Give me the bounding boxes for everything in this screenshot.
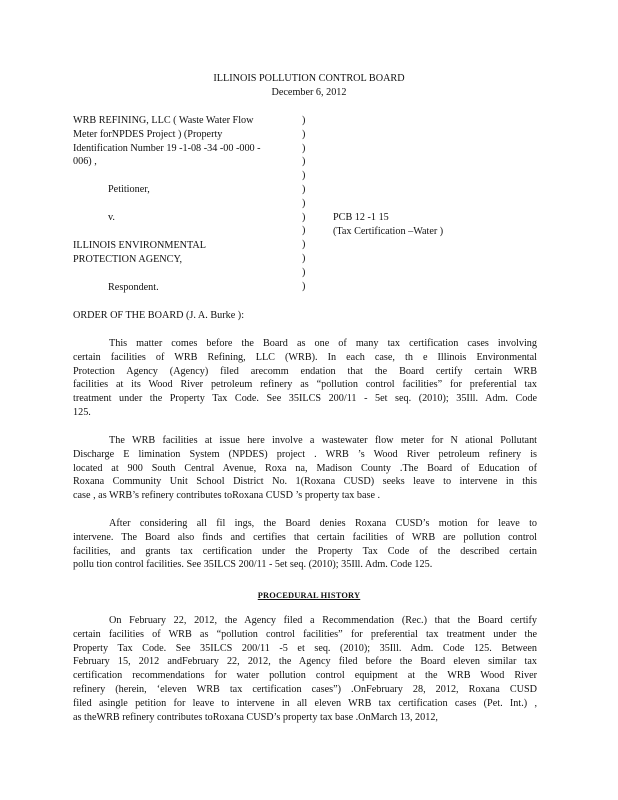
case-type: (Tax Certification –Water ) — [333, 226, 444, 237]
caption-parentheses — [302, 114, 312, 293]
body-paragraph — [73, 517, 537, 572]
paren: ) — [302, 280, 306, 292]
paren: ) — [302, 252, 306, 264]
petitioner-line: Meter forNPDES Project ) (Property — [73, 128, 223, 140]
section-heading-procedural-history: PROCEDURAL HISTORY — [257, 591, 361, 600]
paren: ) — [302, 156, 306, 168]
paren: ) — [302, 211, 306, 223]
paren: ) — [302, 142, 306, 154]
paragraph-line: 125. — [73, 406, 91, 418]
paragraph-line: Protection Agency (Agency) filed arecomm endation that the Board certify certain WRB — [73, 365, 537, 377]
respondent-role: Respondent. — [108, 282, 159, 293]
respondent-line: ILLINOIS ENVIRONMENTAL — [73, 240, 207, 251]
respondent-line: PROTECTION AGENCY, — [73, 254, 183, 265]
paragraph-line: certification recommendations for water pollution control equipment at the WRB Wood River — [73, 670, 537, 682]
paren: ) — [302, 266, 306, 278]
paragraph-line: This matter comes before the Board as one of many tax certification cases involving — [109, 338, 537, 349]
paren: ) — [302, 183, 306, 195]
paren: ) — [302, 239, 306, 251]
petitioner-line: Identification Number 19 -1-08 -34 -00 -000 - — [73, 142, 261, 154]
paragraph-line: The WRB facilities at issue here involve a wastewater flow meter for N ational Pollutant — [109, 435, 537, 446]
paragraph-line: located at 900 South Central Avenue, Roxa na, Madison County .The Board of Education of — [73, 462, 537, 474]
body-paragraph — [73, 614, 537, 724]
paren: ) — [302, 128, 306, 140]
case-caption-parties — [73, 114, 313, 169]
body-paragraph — [73, 337, 537, 420]
paragraph-line: facilities, and grants tax certification under the Property Tax Code of the described certain — [73, 545, 537, 557]
paren: ) — [302, 225, 306, 237]
paragraph-line: certain facilities of WRB Refining, LLC (WRB). In each case, th e Illinois Environmental — [73, 351, 537, 363]
paragraph-line: treatment under the Property Tax Code. See 35ILCS 200/11 - 5et seq. (2010); 35Ill. Adm. Code — [73, 393, 537, 405]
paragraph-line: intervene. The Board also finds and certifies that certain facilities of WRB are pollution control — [73, 531, 537, 543]
petitioner-line: 006) , — [73, 156, 97, 168]
paragraph-line: February 15, 2012 andFebruary 22, 2012, the Agency filed before the Board eleven similar tax — [73, 656, 537, 668]
paragraph-line: case , as WRB’s refinery contributes toRoxana CUSD ’s property tax base . — [73, 490, 381, 502]
paren: ) — [302, 115, 306, 126]
paragraph-line: as theWRB refinery contributes toRoxana CUSD’s property tax base .OnMarch 13, 2012, — [73, 711, 438, 723]
order-heading: ORDER OF THE BOARD (J. A. Burke ): — [73, 310, 245, 321]
paragraph-line: refinery (herein, ‘eleven WRB tax certification cases”) .OnFebruary 28, 2012, Roxana CUSD — [73, 683, 537, 695]
paragraph-line: facilities at its Wood River petroleum refinery as “pollution control facilities” for preferential tax — [73, 379, 537, 391]
paren: ) — [302, 170, 306, 182]
case-number: PCB 12 -1 15 — [333, 212, 389, 223]
order-date: December 6, 2012 — [271, 87, 347, 98]
paragraph-line: Roxana Community Unit School District No. 1(Roxana CUSD) seeks leave to intervene in this — [73, 476, 537, 488]
paragraph-line: filed asingle petition for leave to intervene in all eleven WRB tax certification cases (Pet. Int.) , — [73, 697, 537, 709]
versus-label: v. — [108, 212, 115, 223]
paragraph-line: pollu tion control facilities. See 35ILCS 200/11 - 5et seq. (2010); 35Ill. Adm. Code 125. — [73, 559, 433, 571]
paragraph-line: After considering all fil ings, the Board denies Roxana CUSD’s motion for leave to — [109, 518, 537, 529]
board-title: ILLINOIS POLLUTION CONTROL BOARD — [213, 73, 405, 84]
paren: ) — [302, 197, 306, 209]
petitioner-line: WRB REFINING, LLC ( Waste Water Flow — [73, 115, 254, 126]
paragraph-line: On February 22, 2012, the Agency filed a Recommendation (Rec.) that the Board certify — [109, 615, 537, 626]
paragraph-line: Discharge E limination System (NPDES) project . WRB ’s Wood River petroleum refinery is — [73, 448, 537, 460]
paragraph-line: Property Tax Code. See 35ILCS 200/11 -5 et seq. (2010); 35Ill. Adm. Code 125. Between — [73, 642, 537, 654]
paragraph-line: certain facilities of WRB as “pollution control facilities” for preferential tax treatment under the — [73, 628, 537, 640]
body-paragraph — [73, 434, 537, 503]
petitioner-role: Petitioner, — [108, 184, 150, 195]
